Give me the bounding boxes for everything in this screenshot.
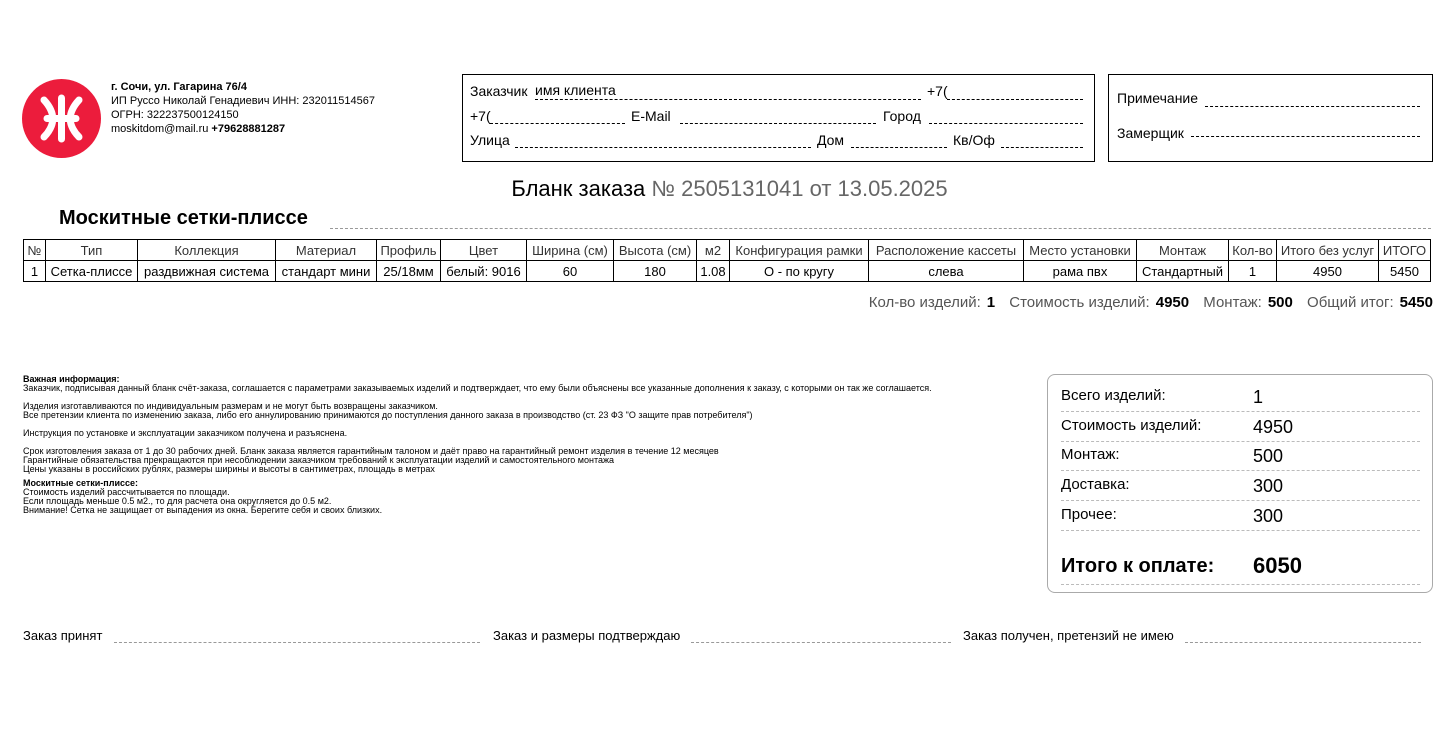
customer-house-line[interactable] [851, 147, 947, 148]
table-cell: Стандартный [1137, 261, 1229, 282]
table-cell: 25/18мм [377, 261, 441, 282]
info-paragraph: Если площадь меньше 0.5 м2., то для расчета она округляется до 0.5 м2. [23, 496, 332, 506]
col-header: м2 [697, 240, 730, 261]
table-header-row [24, 240, 1431, 261]
note-line[interactable] [1205, 106, 1420, 107]
section-divider [330, 228, 1431, 229]
summary-cost: 4950 [1155, 294, 1190, 311]
col-header: Материал [276, 240, 377, 261]
totals-items-label: Всего изделий: [1061, 387, 1166, 404]
col-header: Профиль [377, 240, 441, 261]
summary-total-label: Общий итог: [1307, 294, 1394, 311]
customer-phone2-label: +7( [470, 108, 491, 124]
totals-cost-value: 4950 [1253, 417, 1294, 437]
company-phone[interactable]: +79628881287 [211, 123, 286, 135]
summary-qty-label: Кол-во изделий: [868, 294, 981, 311]
company-info [111, 80, 375, 136]
totals-other-label: Прочее: [1061, 506, 1117, 523]
signature-confirm-line[interactable] [691, 642, 951, 643]
customer-phone2-line[interactable] [490, 123, 625, 124]
totals-row-items [1061, 387, 1420, 412]
table-cell: Сетка-плиссе [46, 261, 138, 282]
info-paragraph: Стоимость изделий рассчитывается по площади. [23, 487, 230, 497]
customer-email-line[interactable] [680, 123, 876, 124]
info-paragraph: Срок изготовления заказа от 1 до 30 рабочих дней. Бланк заказа является гарантийным талоном и даёт право на гарантийный ремонт изделия в течение 12 месяцев [23, 446, 719, 456]
col-header: Тип [46, 240, 138, 261]
signature-accepted-line[interactable] [114, 642, 480, 643]
customer-street-line[interactable] [515, 147, 811, 148]
measurer-line[interactable] [1191, 136, 1420, 137]
customer-street-label: Улица [470, 132, 510, 148]
order-number: № 2505131041 от 13.05.2025 [651, 176, 948, 201]
info-paragraph: Заказчик, подписывая данный бланк счёт-заказа, соглашается с параметрами заказываемых изделий и подтверждает, что ему были объяснены все указанные дополнения к заказу, с которыми он так же соглашается. [23, 383, 932, 393]
col-header: ИТОГО [1379, 240, 1431, 261]
summary-install: 500 [1267, 294, 1293, 311]
important-info [23, 375, 1023, 515]
info-paragraph: Изделия изготавливаются по индивидуальным размерам и не могут быть возвращены заказчиком. [23, 401, 438, 411]
col-header: Конфигурация рамки [730, 240, 869, 261]
col-header: № [24, 240, 46, 261]
totals-row-cost [1061, 417, 1420, 442]
company-owner: ИП Руссо Николай Генадиевич ИНН: 232011514567 [111, 95, 376, 107]
table-cell: 1 [1229, 261, 1277, 282]
totals-row-pay [1061, 555, 1420, 585]
customer-name-line [535, 99, 921, 100]
info-paragraph: Все претензии клиента по изменению заказа, либо его аннулированию принимаются до поступления данного заказа в производство (ст. 23 ФЗ "О защите прав потребителя") [23, 410, 753, 420]
totals-other-value: 300 [1253, 506, 1284, 526]
totals-pay-value: 6050 [1253, 553, 1302, 578]
totals-delivery-value: 300 [1253, 476, 1284, 496]
col-header: Итого без услуг [1277, 240, 1379, 261]
info-heading-2: Москитные сетки-плиссе: [23, 478, 138, 488]
table-cell: раздвижная система [138, 261, 276, 282]
customer-house-label: Дом [817, 132, 845, 148]
customer-phone-line[interactable] [947, 99, 1083, 100]
customer-apt-line[interactable] [1001, 147, 1083, 148]
info-paragraph: Гарантийные обязательства прекращаются при несоблюдении заказчиком требований к эксплуатации изделий и самостоятельного монтажа [23, 455, 615, 465]
table-cell: рама пвх [1024, 261, 1137, 282]
table-cell: белый: 9016 [441, 261, 527, 282]
customer-label: Заказчик [470, 83, 528, 99]
items-table [23, 239, 1431, 282]
table-cell: 180 [614, 261, 697, 282]
signature-received-line[interactable] [1185, 642, 1421, 643]
info-paragraph: Цены указаны в российских рублях, размеры ширины и высоты в сантиметрах, площадь в метрах [23, 464, 435, 474]
table-cell: 5450 [1379, 261, 1431, 282]
totals-row-delivery [1061, 476, 1420, 501]
summary-qty: 1 [986, 294, 996, 311]
summary-install-label: Монтаж: [1203, 294, 1262, 311]
order-title-text: Бланк заказа [511, 176, 646, 201]
col-header: Монтаж [1137, 240, 1229, 261]
table-row[interactable] [24, 261, 1431, 282]
section-title: Москитные сетки-плиссе [59, 207, 308, 229]
col-header: Расположение кассеты [869, 240, 1024, 261]
table-cell: 1 [24, 261, 46, 282]
signature-received-label: Заказ получен, претензий не имею [963, 628, 1174, 643]
signature-accepted-label: Заказ принят [23, 628, 103, 643]
table-cell: 4950 [1277, 261, 1379, 282]
logo-mark-icon [22, 79, 101, 158]
table-cell: 60 [527, 261, 614, 282]
col-header: Цвет [441, 240, 527, 261]
company-logo [22, 79, 101, 158]
notes-box [1108, 74, 1433, 162]
customer-phone-label: +7( [927, 83, 948, 99]
signature-confirm-label: Заказ и размеры подтверждаю [493, 628, 681, 643]
company-contacts [111, 122, 375, 136]
note-label: Примечание [1117, 90, 1199, 106]
col-header: Кол-во [1229, 240, 1277, 261]
table-cell: 1.08 [697, 261, 730, 282]
order-summary [869, 294, 1433, 311]
totals-install-label: Монтаж: [1061, 446, 1120, 463]
col-header: Высота (см) [614, 240, 697, 261]
totals-items-value: 1 [1253, 387, 1264, 407]
totals-row-install [1061, 446, 1420, 471]
summary-total: 5450 [1399, 294, 1433, 311]
col-header: Коллекция [138, 240, 276, 261]
customer-email-label: E-Mail [631, 108, 671, 124]
totals-box [1047, 374, 1433, 593]
measurer-label: Замерщик [1117, 125, 1184, 141]
totals-cost-label: Стоимость изделий: [1061, 417, 1202, 434]
col-header: Ширина (см) [527, 240, 614, 261]
totals-pay-label: Итого к оплате: [1061, 555, 1215, 577]
company-email[interactable]: moskitdom@mail.ru [111, 123, 209, 135]
customer-box [462, 74, 1095, 162]
totals-row-other [1061, 506, 1420, 531]
company-ogrn: ОГРН: 322237500124150 [111, 109, 239, 121]
totals-install-value: 500 [1253, 446, 1284, 466]
totals-delivery-label: Доставка: [1061, 476, 1130, 493]
customer-apt-label: Кв/Оф [953, 132, 995, 148]
info-paragraph: Инструкция по установке и эксплуатации заказчиком получена и разъяснена. [23, 428, 348, 438]
customer-name[interactable]: имя клиента [535, 82, 616, 98]
company-address: г. Сочи, ул. Гагарина 76/4 [111, 81, 247, 93]
table-cell: О - по кругу [730, 261, 869, 282]
table-cell: слева [869, 261, 1024, 282]
info-paragraph: Внимание! Сетка не защищает от выпадения из окна. Берегите себя и своих близких. [23, 505, 383, 515]
order-title [0, 176, 1449, 202]
summary-cost-label: Стоимость изделий: [1009, 294, 1150, 311]
table-cell: стандарт мини [276, 261, 377, 282]
col-header: Место установки [1024, 240, 1137, 261]
info-heading: Важная информация: [23, 374, 120, 384]
customer-city-label: Город [883, 108, 921, 124]
customer-city-line[interactable] [929, 123, 1083, 124]
